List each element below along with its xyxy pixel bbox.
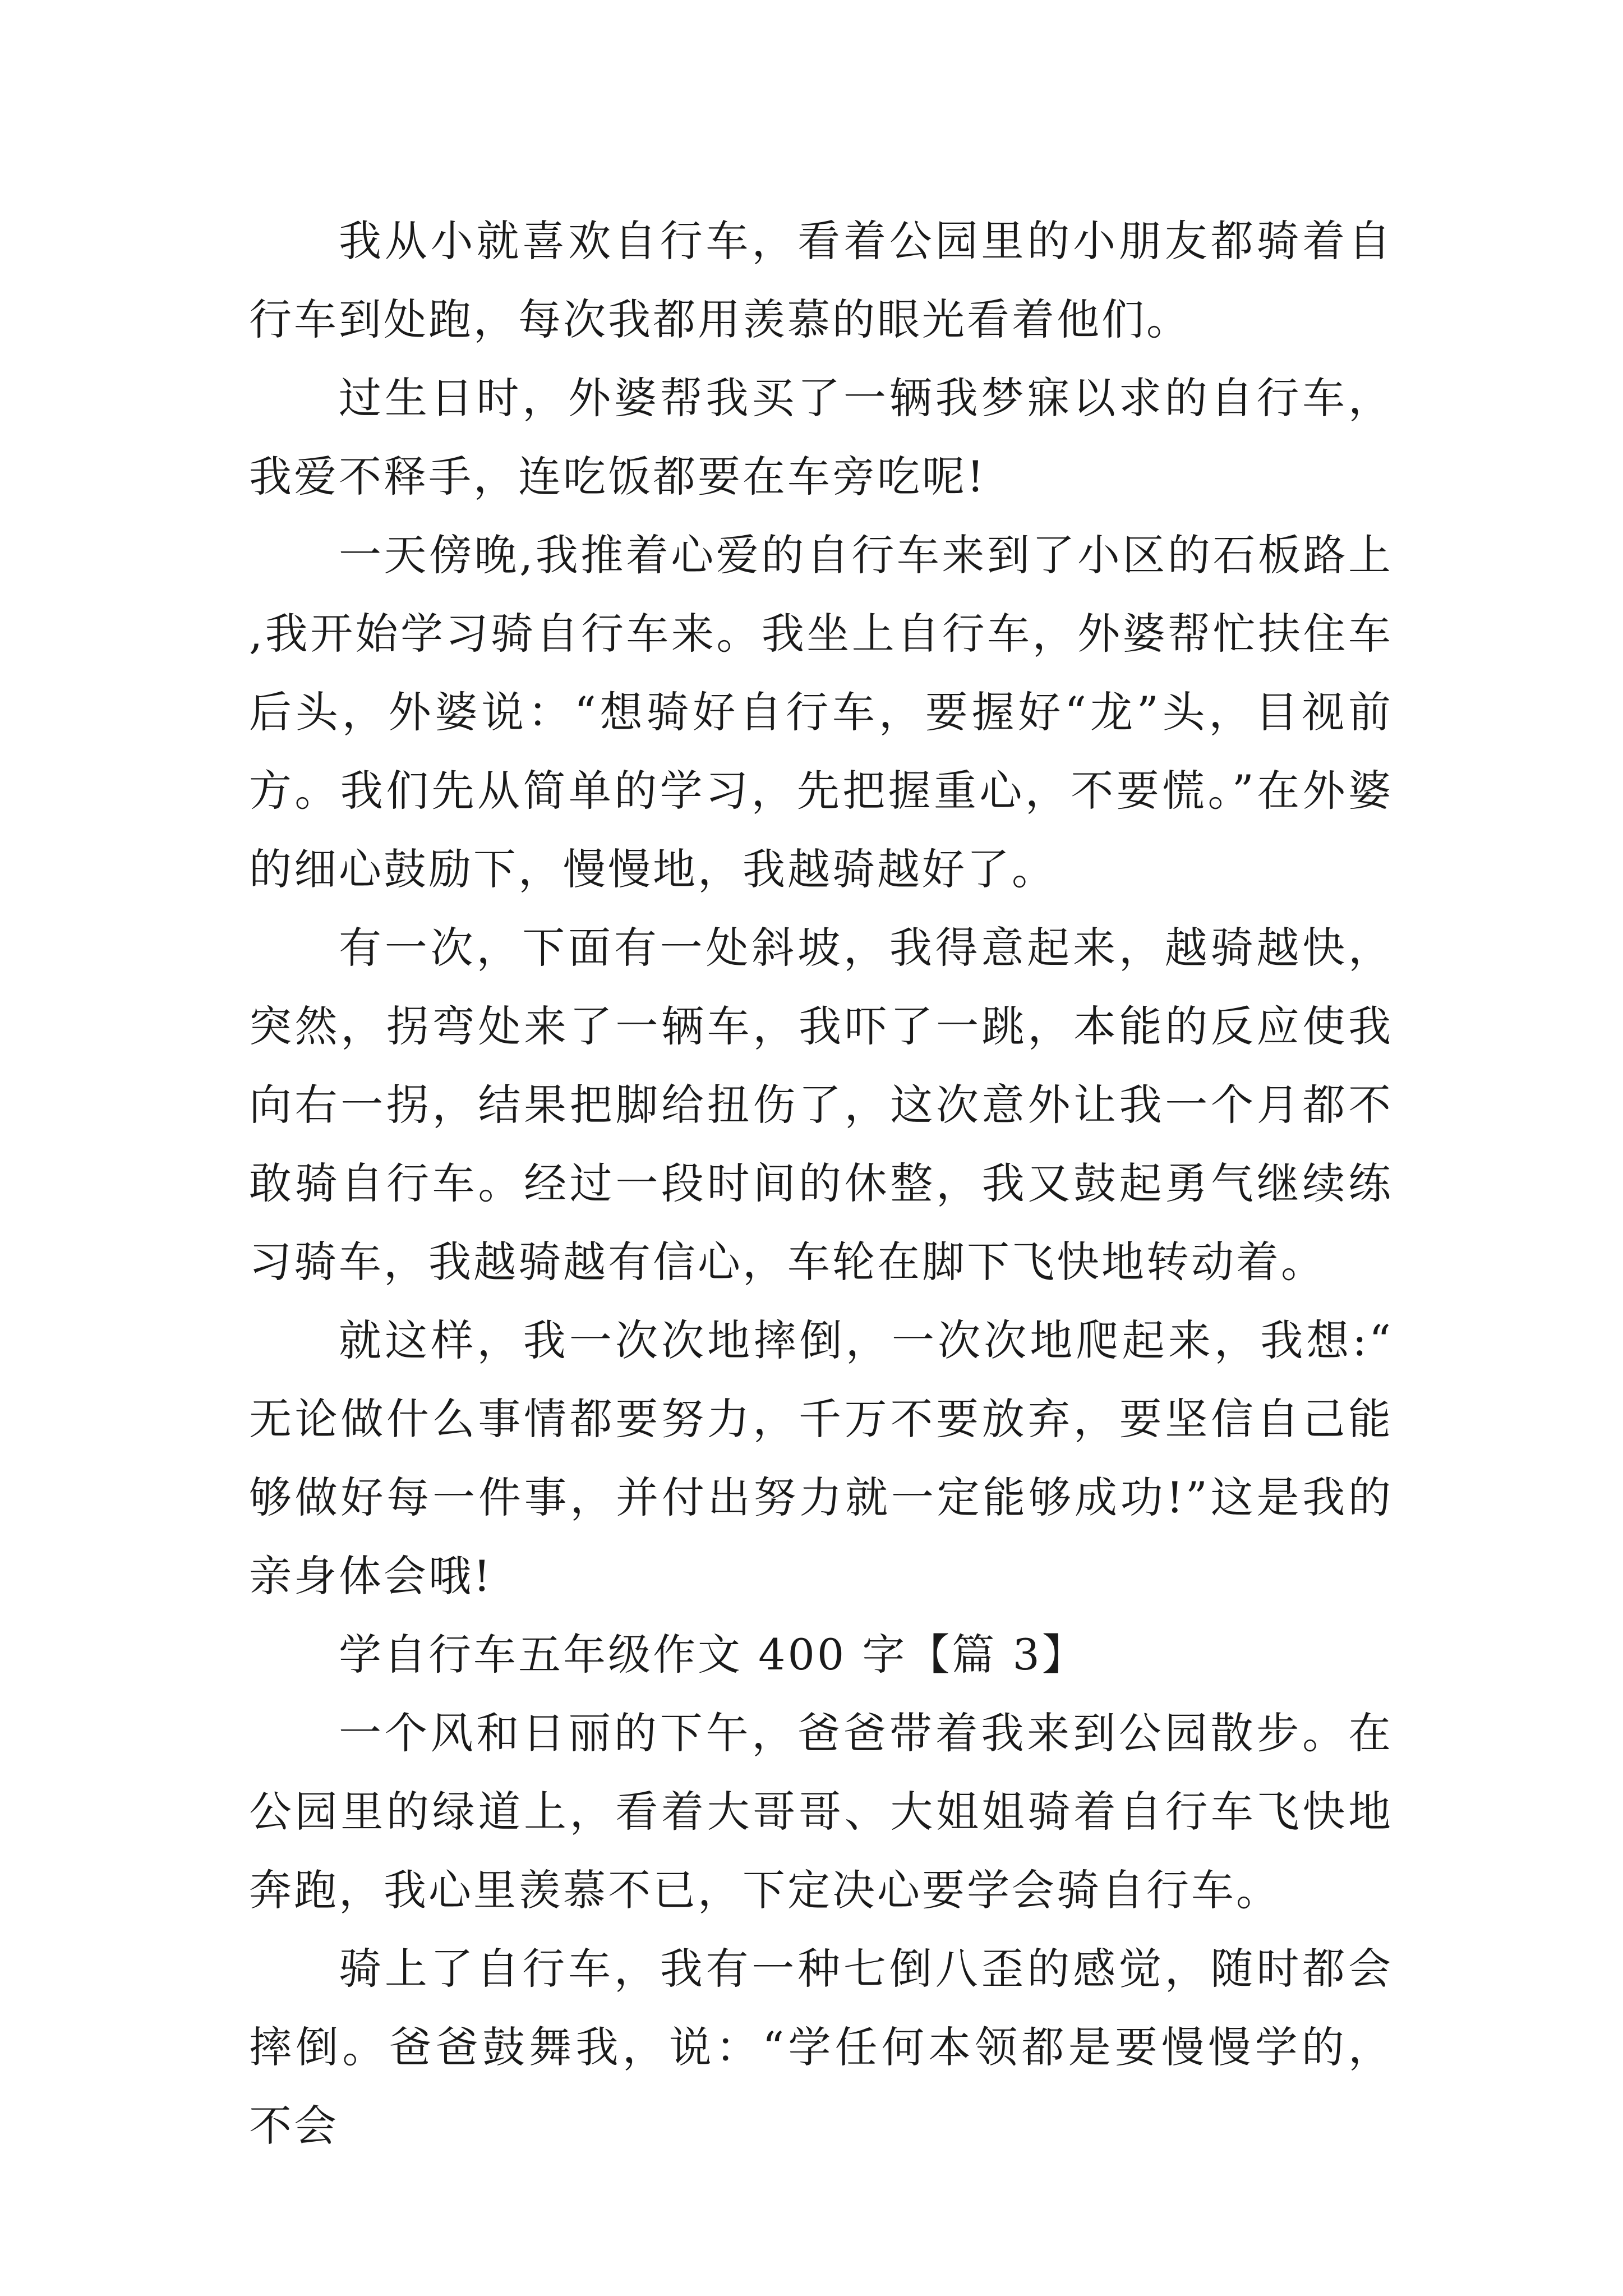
paragraph: 我从小就喜欢自行车，看着公园里的小朋友都骑着自行车到处跑，每次我都用羡慕的眼光看着他们。 [249,216,1393,344]
paragraph: 有一次，下面有一处斜坡，我得意起来，越骑越快，突然，拐弯处来了一辆车，我吓了一跳，本能的反应使我向右一拐，结果把脚给扭伤了，这次意外让我一个月都不敢骑自行车。经过一段时间的休整，我又鼓起勇气继续练习骑车，我越骑越有信心，车轮在脚下飞快地转动着。 [249,923,1393,1287]
paragraph: 骑上了自行车，我有一种七倒八歪的感觉，随时都会摔倒。爸爸鼓舞我，说：“学任何本领都是要慢慢学的，不会 [249,1944,1393,2151]
document-body [249,202,1393,2165]
paragraph: 一个风和日丽的下午，爸爸带着我来到公园散步。在公园里的绿道上，看着大哥哥、大姐姐骑着自行车飞快地奔跑，我心里羡慕不已，下定决心要学会骑自行车。 [249,1708,1393,1915]
paragraph: 一天傍晚,我推着心爱的自行车来到了小区的石板路上,我开始学习骑自行车来。我坐上自行车，外婆帮忙扶住车后头，外婆说：“想骑好自行车，要握好“龙”头，目视前方。我们先从简单的学习，先把握重心，不要慌。”在外婆的细心鼓励下，慢慢地，我越骑越好了。 [249,530,1393,894]
section-heading: 学自行车五年级作文 400 字【篇 3】 [339,1630,1087,1680]
paragraph: 过生日时，外婆帮我买了一辆我梦寐以求的自行车，我爱不释手，连吃饭都要在车旁吃呢! [249,373,1393,501]
paragraph: 就这样，我一次次地摔倒，一次次地爬起来，我想:“无论做什么事情都要努力，千万不要放弃，要坚信自己能够做好每一件事，并付出努力就一定能够成功!”这是我的亲身体会哦! [249,1315,1393,1601]
